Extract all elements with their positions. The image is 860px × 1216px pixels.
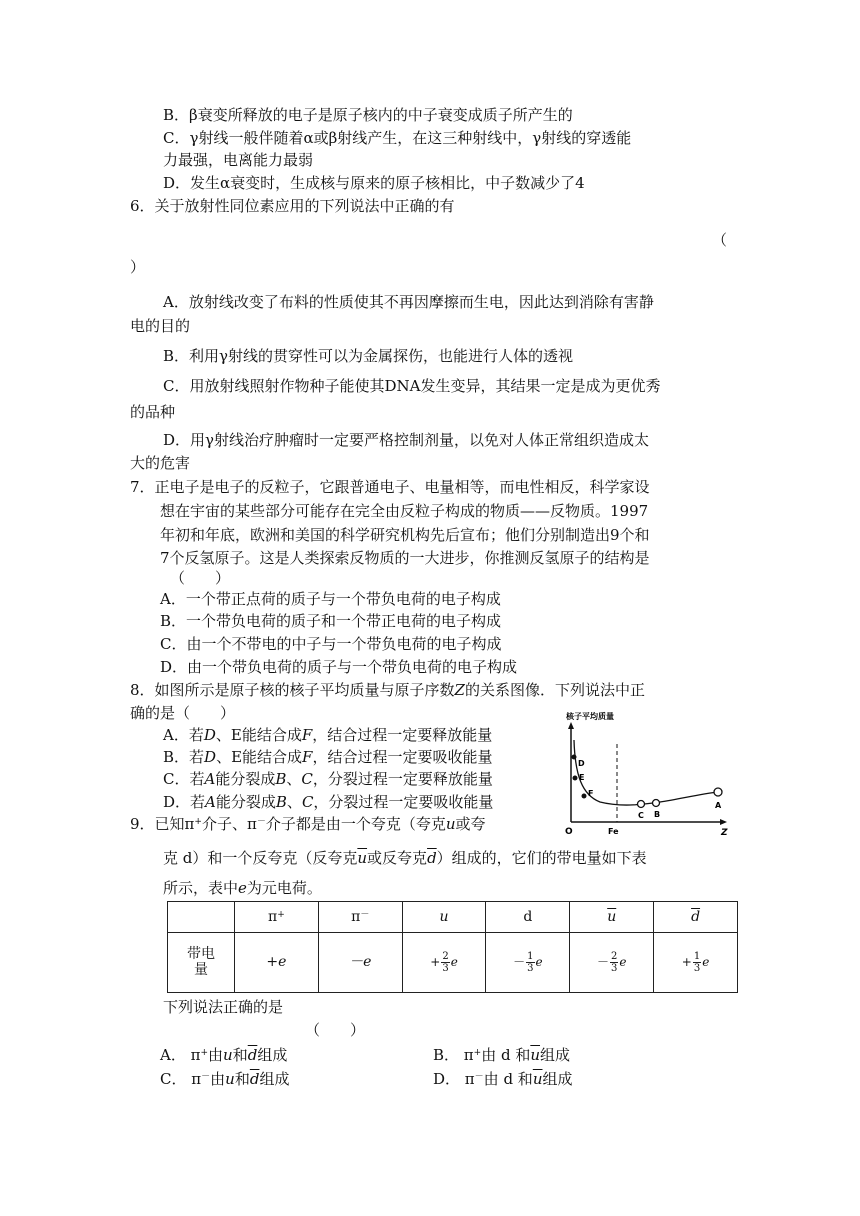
q7-option-d: D．由一个带负电荷的质子与一个带负电荷的电子构成 [160, 658, 518, 676]
table-header-row [168, 902, 738, 933]
q5-option-c-line2: 力最强，电离能力最弱 [163, 151, 314, 169]
q9-stem-line3: 所示，表中e为元电荷。 [163, 879, 322, 897]
q7-stem-line1: 7．正电子是电子的反粒子，它跟普通电子、电量相等，而电性相反，科学家设 [130, 478, 650, 496]
q8-option-a: A．若D、E能结合成F，结合过程一定要释放能量 [163, 726, 493, 744]
table-header-d: d [486, 902, 570, 933]
q9-stem-line2: 克 d）和一个反夸克（反夸克$\overline{u}$或反夸克$\overline{d}$）组成的，它们的带电量如下表 [163, 849, 647, 867]
q7-stem-line2: 想在宇宙的某些部分可能存在完全由反粒子构成的物质——反物质。1997 [160, 502, 649, 520]
q9-option-b: B． π+由 d 和$\overline{u}$组成 [433, 1046, 571, 1064]
q5-option-c-line1: C．γ射线一般伴随着α或β射线产生，在这三种射线中，γ射线的穿透能 [163, 129, 632, 147]
graph-x-arrow [720, 819, 727, 825]
graph-y-arrow [568, 722, 574, 729]
q9-option-a: A． π+由u和$\overline{d}$组成 [160, 1046, 288, 1064]
graph-point-f [582, 794, 587, 799]
q7-option-b: B．一个带负电荷的质子和一个带正电荷的电子构成 [160, 612, 502, 630]
table-cell-pi-plus: +e [235, 932, 319, 992]
graph-label-a: A [715, 801, 722, 810]
graph-curve [574, 740, 718, 805]
graph-point-d [572, 755, 577, 760]
graph-point-c [638, 801, 645, 808]
graph-label-c: C [638, 811, 644, 820]
q5-option-b: B．β衰变所释放的电子是原子核内的中子衰变成质子所产生的 [163, 106, 573, 124]
q9-question: 下列说法正确的是 [163, 998, 284, 1016]
table-header-empty [168, 902, 235, 933]
q9-option-c: C． π－由u和$\overline{d}$组成 [160, 1070, 290, 1088]
graph-label-f: F [588, 789, 594, 798]
q8-option-d: D．若A能分裂成B、C，分裂过程一定要吸收能量 [163, 793, 494, 811]
q8-option-b: B．若D、E能结合成F，结合过程一定要吸收能量 [163, 748, 493, 766]
q7-answer-paren: （ ） [170, 569, 231, 587]
q7-stem-line3: 年初和年底，欧洲和美国的科学研究机构先后宣布；他们分别制造出9个和 [160, 526, 650, 544]
q6-stem: 6．关于放射性同位素应用的下列说法中正确的有 [130, 197, 455, 215]
q8-stem-line2: 确的是（ ） [130, 704, 236, 722]
q6-paren-open: （ [712, 231, 728, 249]
graph-point-b [653, 800, 660, 807]
table-cell-d-bar: + $\frac{1}{3}$ e [654, 932, 738, 992]
table-charge-row [168, 932, 738, 992]
q7-option-a: A．一个带正点荷的质子与一个带负电荷的电子构成 [160, 590, 501, 608]
graph-origin: O [565, 827, 573, 835]
nucleon-mass-graph [560, 710, 735, 835]
table-header-pi-plus: π+ [235, 902, 319, 933]
q8-stem-line1: 8．如图所示是原子核的核子平均质量与原子序数Z的关系图像．下列说法中正 [130, 681, 645, 699]
table-header-u: u [402, 902, 486, 933]
q6-option-d-line1: D．用γ射线治疗肿瘤时一定要严格控制剂量，以免对人体正常组织造成太 [163, 431, 649, 449]
q6-option-c-line1: C．用放射线照射作物种子能使其DNA发生变异，其结果一定是成为更优秀 [163, 377, 661, 395]
quark-charge-table [167, 901, 738, 993]
table-header-d-bar: $\overline{d}$ [654, 902, 738, 933]
q6-paren-close: ） [130, 258, 146, 276]
table-cell-pi-minus: －e [318, 932, 402, 992]
q6-option-d-line2: 大的危害 [130, 454, 191, 472]
q6-option-a-line2: 电的目的 [130, 317, 191, 335]
graph-point-a [714, 788, 722, 796]
q5-option-d: D．发生α衰变时，生成核与原来的原子核相比，中子数减少了4 [163, 174, 585, 192]
q9-answer-paren: （ ） [305, 1021, 366, 1039]
graph-point-e [573, 776, 578, 781]
q9-option-d: D． π－由 d 和$\overline{u}$组成 [433, 1070, 573, 1088]
table-header-u-bar: $\overline{u}$ [570, 902, 654, 933]
graph-fe-label: Fe [608, 827, 619, 835]
table-cell-u: + $\frac{2}{3}$ e [402, 932, 486, 992]
q7-option-c: C．由一个不带电的中子与一个带负电荷的电子构成 [160, 635, 502, 653]
q9-stem-line1: 9．已知π+介子、π－介子都是由一个夸克（夸克u或夸 [130, 815, 486, 833]
graph-ylabel: 核子平均质量 [566, 712, 614, 721]
graph-label-b: B [654, 810, 661, 819]
q8-option-c: C．若A能分裂成B、C，分裂过程一定要释放能量 [163, 770, 493, 788]
table-cell-d: － 1 3 e [486, 932, 570, 992]
q6-option-b: B．利用γ射线的贯穿性可以为金属探伤，也能进行人体的透视 [163, 347, 573, 365]
table-header-pi-minus: π－ [318, 902, 402, 933]
q6-option-c-line2: 的品种 [130, 403, 176, 421]
q6-option-a-line1: A．放射线改变了布料的性质使其不再因摩擦而生电，因此达到消除有害静 [163, 293, 654, 311]
q7-stem-line4: 7个反氢原子。这是人类探索反物质的一大进步，你推测反氢原子的结构是 [160, 549, 650, 567]
graph-xlabel: Z [721, 828, 728, 835]
table-row-label: 带电量 [168, 932, 235, 992]
graph-label-d: D [578, 759, 585, 768]
table-cell-u-bar: － 2 3 e [570, 932, 654, 992]
graph-label-e: E [579, 773, 585, 782]
